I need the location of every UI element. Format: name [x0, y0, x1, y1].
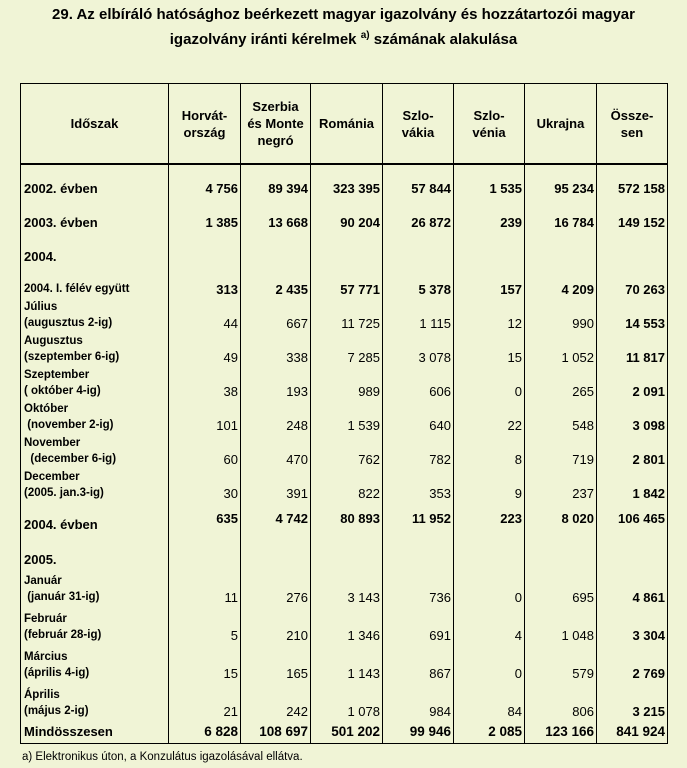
value-cell	[454, 198, 525, 212]
value-cell: 13 668	[241, 212, 311, 232]
total-cell: 14 553	[597, 299, 668, 333]
row-label-month: Szeptember	[24, 369, 90, 381]
table-row	[21, 607, 668, 645]
row-label: 2003. évben	[21, 212, 169, 232]
row-label: 2004. évben	[21, 503, 169, 534]
total-cell	[597, 246, 668, 266]
value-cell: 1 539	[311, 401, 383, 435]
table-row	[21, 299, 668, 333]
value-cell	[241, 266, 311, 279]
value-cell: 640	[383, 401, 454, 435]
total-cell: 3 098	[597, 401, 668, 435]
value-cell: 313	[169, 279, 241, 299]
value-cell: 11	[169, 569, 241, 607]
value-cell: 4 756	[169, 178, 241, 198]
column-header	[525, 84, 597, 165]
value-cell	[525, 266, 597, 279]
header-row	[21, 84, 668, 165]
row-label-month: Március	[24, 651, 68, 663]
value-cell: 11 952	[383, 503, 454, 534]
value-cell	[454, 266, 525, 279]
value-cell: 0	[454, 367, 525, 401]
row-label	[21, 469, 169, 503]
value-cell	[383, 266, 454, 279]
total-cell: 2 801	[597, 435, 668, 469]
spacer-row	[21, 232, 668, 246]
row-label-month: November	[24, 437, 81, 449]
value-cell: 8	[454, 435, 525, 469]
value-cell: 667	[241, 299, 311, 333]
value-cell: 1 143	[311, 645, 383, 683]
column-header	[21, 84, 169, 165]
spacer-row	[21, 266, 668, 279]
row-label-month: Augusztus	[24, 335, 83, 347]
column-header-line: Ukrajna	[536, 116, 585, 131]
total-cell: 2 769	[597, 645, 668, 683]
value-cell: 101	[169, 401, 241, 435]
total-cell: 11 817	[597, 333, 668, 367]
value-cell: 806	[525, 683, 597, 721]
row-label	[21, 198, 169, 212]
title-line-3-text: számának alakulása	[373, 31, 518, 48]
column-header-line: és Monte	[247, 116, 304, 131]
value-cell	[169, 164, 241, 178]
value-cell	[311, 246, 383, 266]
row-label-period: (augusztus 2-ig)	[24, 317, 113, 329]
value-cell	[383, 534, 454, 569]
value-cell	[383, 164, 454, 178]
total-cell	[597, 232, 668, 246]
column-header	[311, 84, 383, 165]
value-cell: 695	[525, 569, 597, 607]
total-cell: 4 861	[597, 569, 668, 607]
value-cell	[311, 266, 383, 279]
value-cell	[311, 198, 383, 212]
value-cell: 193	[241, 367, 311, 401]
value-cell	[454, 232, 525, 246]
row-label-period: (december 6-ig)	[24, 453, 117, 465]
row-label-month: Február	[24, 613, 67, 625]
total-cell	[597, 198, 668, 212]
value-cell: 989	[311, 367, 383, 401]
value-cell: 95 234	[525, 178, 597, 198]
value-cell: 6 828	[169, 721, 241, 743]
value-cell	[169, 266, 241, 279]
value-cell: 1 346	[311, 607, 383, 645]
title-line-1: 29. Az elbíráló hatósághoz beérkezett magyar igazolvány és hozzátartozói magyar	[52, 6, 635, 23]
footnote-marker: a)	[360, 30, 370, 41]
table-row	[21, 401, 668, 435]
value-cell: 248	[241, 401, 311, 435]
value-cell: 242	[241, 683, 311, 721]
value-cell	[241, 534, 311, 569]
value-cell: 165	[241, 645, 311, 683]
value-cell: 90 204	[311, 212, 383, 232]
value-cell: 4 742	[241, 503, 311, 534]
total-cell: 3 304	[597, 607, 668, 645]
spacer-row	[21, 198, 668, 212]
statistics-table	[20, 83, 668, 744]
value-cell: 16 784	[525, 212, 597, 232]
value-cell: 736	[383, 569, 454, 607]
row-label	[21, 683, 169, 721]
value-cell: 26 872	[383, 212, 454, 232]
row-label-period: (május 2-ig)	[24, 705, 89, 717]
row-label	[21, 569, 169, 607]
table-row	[21, 534, 668, 569]
total-cell: 2 091	[597, 367, 668, 401]
value-cell: 9	[454, 469, 525, 503]
value-cell: 57 771	[311, 279, 383, 299]
value-cell: 3 078	[383, 333, 454, 367]
row-label: 2004.	[21, 246, 169, 266]
table-row	[21, 469, 668, 503]
value-cell: 1 078	[311, 683, 383, 721]
column-header-line: negró	[257, 133, 294, 148]
value-cell	[311, 534, 383, 569]
value-cell	[383, 246, 454, 266]
column-header-line: Szlo-	[473, 107, 505, 123]
column-header-line: ország	[183, 124, 226, 140]
row-label	[21, 401, 169, 435]
value-cell: 15	[169, 645, 241, 683]
value-cell: 635	[169, 503, 241, 534]
value-cell: 5 378	[383, 279, 454, 299]
column-header-line: vénia	[472, 124, 506, 140]
value-cell	[383, 232, 454, 246]
row-label-month: December	[24, 471, 80, 483]
total-cell	[597, 266, 668, 279]
column-header	[383, 84, 454, 165]
row-label-period: (április 4-ig)	[24, 667, 90, 679]
column-header-line: Románia	[319, 116, 374, 131]
column-header-line: Horvát-	[181, 107, 228, 123]
value-cell: 15	[454, 333, 525, 367]
row-label	[21, 435, 169, 469]
value-cell	[525, 534, 597, 569]
title-line-2-text: igazolvány iránti kérelmek	[169, 31, 357, 48]
value-cell: 80 893	[311, 503, 383, 534]
table-body	[21, 164, 668, 743]
row-label-month: Július	[24, 301, 58, 313]
value-cell: 1 385	[169, 212, 241, 232]
value-cell	[525, 164, 597, 178]
column-header	[169, 84, 241, 165]
total-cell	[597, 164, 668, 178]
value-cell	[454, 534, 525, 569]
column-header-line: sen	[620, 124, 644, 140]
value-cell: 5	[169, 607, 241, 645]
row-label	[21, 164, 169, 178]
row-label: Mindösszesen	[21, 721, 169, 743]
value-cell	[241, 164, 311, 178]
value-cell: 21	[169, 683, 241, 721]
value-cell: 237	[525, 469, 597, 503]
row-label	[21, 367, 169, 401]
total-cell: 106 465	[597, 503, 668, 534]
value-cell: 49	[169, 333, 241, 367]
value-cell: 1 052	[525, 333, 597, 367]
value-cell: 239	[454, 212, 525, 232]
column-header	[241, 84, 311, 165]
row-label-period: (szeptember 6-ig)	[24, 351, 120, 363]
value-cell: 470	[241, 435, 311, 469]
value-cell	[383, 198, 454, 212]
value-cell: 719	[525, 435, 597, 469]
value-cell: 276	[241, 569, 311, 607]
total-cell: 572 158	[597, 178, 668, 198]
value-cell: 12	[454, 299, 525, 333]
total-cell: 3 215	[597, 683, 668, 721]
row-label	[21, 645, 169, 683]
value-cell: 548	[525, 401, 597, 435]
row-label-period: ( október 4-ig)	[24, 385, 101, 397]
value-cell	[525, 232, 597, 246]
row-label-period: (január 31-ig)	[24, 591, 100, 603]
table-row	[21, 333, 668, 367]
row-label: 2002. évben	[21, 178, 169, 198]
table-row	[21, 503, 668, 534]
value-cell	[525, 198, 597, 212]
value-cell	[311, 232, 383, 246]
value-cell: 1 115	[383, 299, 454, 333]
row-label-month: Október	[24, 403, 69, 415]
value-cell: 867	[383, 645, 454, 683]
value-cell: 265	[525, 367, 597, 401]
value-cell: 782	[383, 435, 454, 469]
column-header-line: Szlo-	[402, 107, 434, 123]
value-cell: 223	[454, 503, 525, 534]
value-cell: 3 143	[311, 569, 383, 607]
table-row	[21, 721, 668, 743]
value-cell: 353	[383, 469, 454, 503]
value-cell: 44	[169, 299, 241, 333]
value-cell	[311, 164, 383, 178]
row-label	[21, 299, 169, 333]
value-cell: 210	[241, 607, 311, 645]
value-cell: 4	[454, 607, 525, 645]
total-cell: 70 263	[597, 279, 668, 299]
table-row	[21, 435, 668, 469]
row-label: 2004. I. félév együtt	[21, 279, 169, 299]
value-cell	[169, 534, 241, 569]
value-cell: 2 085	[454, 721, 525, 743]
row-label-period: (2005. jan.3-ig)	[24, 487, 104, 499]
value-cell	[525, 246, 597, 266]
value-cell: 38	[169, 367, 241, 401]
row-label	[21, 607, 169, 645]
value-cell: 30	[169, 469, 241, 503]
value-cell: 762	[311, 435, 383, 469]
column-header	[597, 84, 668, 165]
column-header-line: Össze-	[610, 107, 654, 123]
value-cell: 579	[525, 645, 597, 683]
table-row	[21, 569, 668, 607]
value-cell	[169, 246, 241, 266]
table-row	[21, 178, 668, 198]
value-cell: 108 697	[241, 721, 311, 743]
column-header-line: vákia	[401, 124, 435, 140]
value-cell	[241, 198, 311, 212]
value-cell: 0	[454, 645, 525, 683]
value-cell: 391	[241, 469, 311, 503]
column-header-line: Szerbia	[252, 99, 299, 114]
value-cell: 990	[525, 299, 597, 333]
total-cell: 1 842	[597, 469, 668, 503]
value-cell	[169, 198, 241, 212]
row-label	[21, 266, 169, 279]
value-cell	[241, 232, 311, 246]
column-header-line: Időszak	[70, 116, 119, 131]
value-cell: 123 166	[525, 721, 597, 743]
table-row	[21, 683, 668, 721]
footnote: a) Elektronikus úton, a Konzulátus igazolásával ellátva.	[22, 751, 303, 763]
table-row	[21, 367, 668, 401]
value-cell: 501 202	[311, 721, 383, 743]
value-cell: 4 209	[525, 279, 597, 299]
total-cell: 841 924	[597, 721, 668, 743]
total-cell	[597, 534, 668, 569]
table-title	[0, 2, 687, 52]
value-cell: 691	[383, 607, 454, 645]
value-cell: 1 535	[454, 178, 525, 198]
value-cell: 323 395	[311, 178, 383, 198]
column-header	[454, 84, 525, 165]
table-row	[21, 279, 668, 299]
value-cell: 984	[383, 683, 454, 721]
value-cell	[454, 246, 525, 266]
value-cell: 1 048	[525, 607, 597, 645]
table-row	[21, 645, 668, 683]
value-cell: 2 435	[241, 279, 311, 299]
value-cell: 8 020	[525, 503, 597, 534]
value-cell	[169, 232, 241, 246]
value-cell: 0	[454, 569, 525, 607]
value-cell: 84	[454, 683, 525, 721]
table-row	[21, 246, 668, 266]
row-label-month: Január	[24, 575, 62, 587]
row-label	[21, 232, 169, 246]
value-cell	[241, 246, 311, 266]
title-line-2	[0, 27, 687, 52]
value-cell: 22	[454, 401, 525, 435]
row-label-month: Április	[24, 689, 60, 701]
value-cell: 99 946	[383, 721, 454, 743]
value-cell: 822	[311, 469, 383, 503]
total-cell: 149 152	[597, 212, 668, 232]
value-cell: 89 394	[241, 178, 311, 198]
value-cell: 157	[454, 279, 525, 299]
table-row	[21, 212, 668, 232]
row-label: 2005.	[21, 534, 169, 569]
value-cell: 60	[169, 435, 241, 469]
row-label-period: (november 2-ig)	[24, 419, 114, 431]
value-cell: 338	[241, 333, 311, 367]
value-cell: 57 844	[383, 178, 454, 198]
value-cell: 7 285	[311, 333, 383, 367]
spacer-row	[21, 164, 668, 178]
value-cell: 606	[383, 367, 454, 401]
value-cell: 11 725	[311, 299, 383, 333]
row-label-period: (február 28-ig)	[24, 629, 102, 641]
row-label	[21, 333, 169, 367]
value-cell	[454, 164, 525, 178]
